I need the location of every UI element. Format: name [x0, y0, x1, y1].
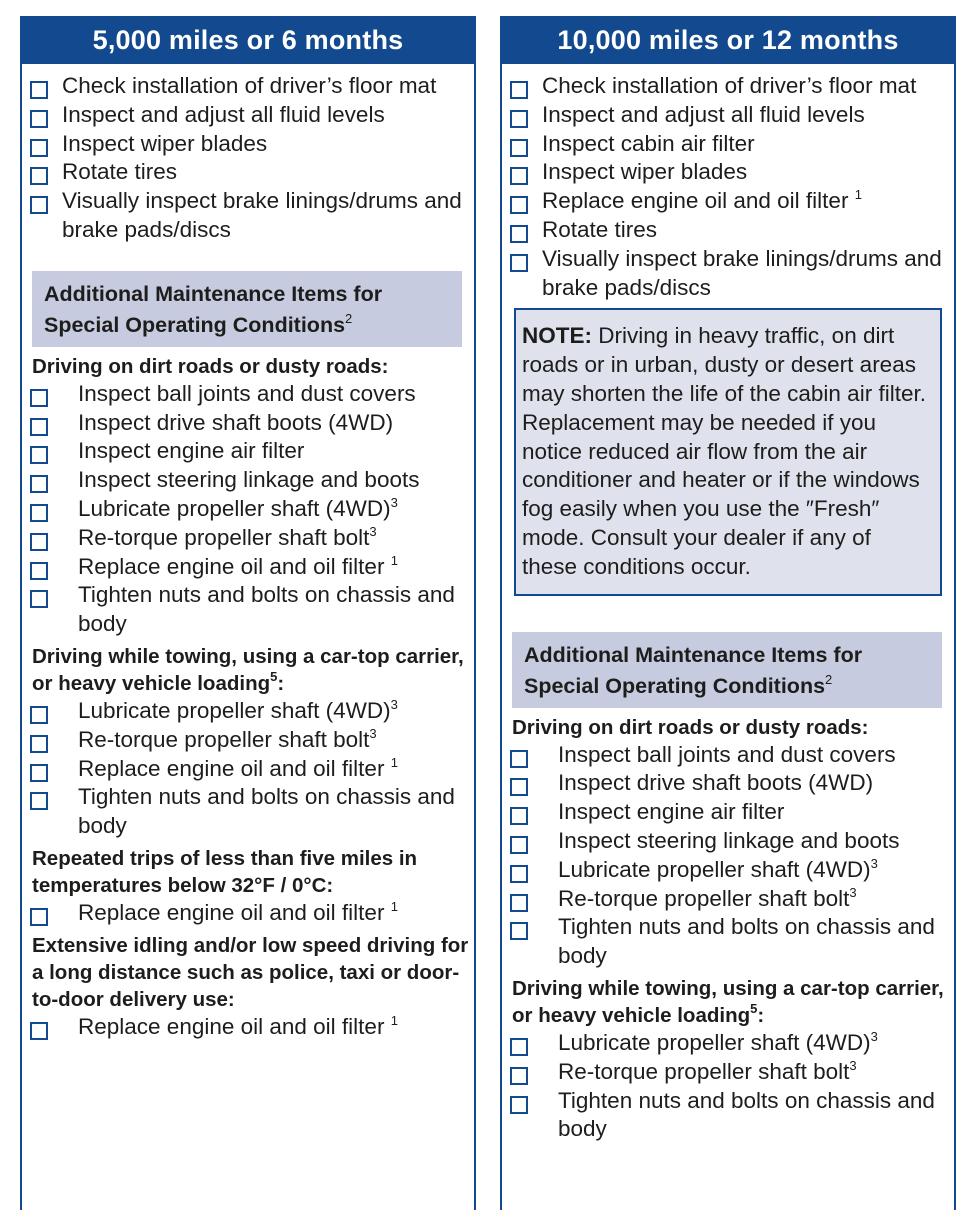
checkbox[interactable] [30, 533, 48, 551]
condition-heading-text: Driving on dirt roads or dusty roads: [512, 715, 869, 739]
checkbox[interactable] [30, 110, 48, 128]
footnote-ref: 3 [369, 523, 377, 539]
condition-checklist [28, 380, 474, 639]
checkbox[interactable] [510, 807, 528, 825]
checklist-item-text: Rotate tires [62, 159, 178, 185]
checkbox[interactable] [30, 196, 48, 214]
checkbox[interactable] [30, 1022, 48, 1040]
checkbox[interactable] [510, 254, 528, 272]
checklist-item-text: Replace engine oil and oil filter [78, 553, 391, 579]
cabin-filter-note [514, 308, 942, 595]
checklist-item [508, 158, 954, 187]
condition-checklist [508, 1029, 954, 1144]
condition-checklist [28, 1013, 474, 1042]
checklist-item [28, 726, 474, 755]
checklist-item [28, 524, 474, 553]
checkbox[interactable] [510, 196, 528, 214]
checklist-item-text: Visually inspect brake linings/drums and brake pads/discs [62, 188, 462, 242]
condition-heading-text: Driving while towing, using a car-top carrier, or heavy vehicle loading [32, 644, 464, 695]
checklist-item-text: Re-torque propeller shaft bolt [78, 524, 370, 550]
checkbox[interactable] [510, 865, 528, 883]
checklist-item-text: Lubricate propeller shaft (4WD) [558, 856, 871, 882]
checklist-item-text: Replace engine oil and oil filter [78, 899, 391, 925]
checklist-item-text: Inspect wiper blades [62, 130, 268, 156]
checklist-item-text: Check installation of driver’s floor mat [62, 73, 437, 98]
checkbox[interactable] [510, 139, 528, 157]
footnote-ref: 2 [345, 310, 353, 326]
checklist-item-text: Replace engine oil and oil filter [542, 188, 855, 214]
checkbox[interactable] [30, 792, 48, 810]
checkbox[interactable] [510, 836, 528, 854]
checkbox[interactable] [510, 1067, 528, 1085]
checkbox[interactable] [30, 908, 48, 926]
checklist-item-text: Inspect and adjust all fluid levels [542, 101, 865, 127]
checklist-item [508, 101, 954, 130]
checkbox[interactable] [510, 922, 528, 940]
checklist-item [28, 409, 474, 438]
condition-heading [28, 643, 474, 697]
checklist-item-text: Inspect and adjust all fluid levels [62, 101, 385, 127]
checklist-item [508, 769, 954, 798]
footnote-ref: 3 [390, 494, 398, 510]
checkbox[interactable] [510, 1096, 528, 1114]
checklist-item-text: Inspect cabin air filter [542, 130, 755, 156]
checkbox[interactable] [30, 590, 48, 608]
checklist-item-text: Tighten nuts and bolts on chassis and body [558, 1087, 935, 1142]
footnote-ref: 5 [270, 668, 278, 684]
footnote-ref: 1 [854, 187, 862, 203]
footnote-ref: 3 [390, 696, 398, 712]
maintenance-checklist [508, 72, 954, 302]
footnote-ref: 1 [390, 552, 398, 568]
special-conditions-title-text: Additional Maintenance Items for Special Operating Conditions [44, 281, 383, 337]
checklist-item [28, 437, 474, 466]
checklist-item-text: Replace engine oil and oil filter [78, 755, 391, 781]
checklist-item [508, 741, 954, 770]
footnote-ref: 3 [870, 1028, 878, 1044]
checklist-item-text: Inspect ball joints and dust covers [558, 741, 896, 767]
checklist-item [508, 1087, 954, 1145]
condition-heading [28, 845, 474, 899]
checkbox[interactable] [30, 735, 48, 753]
checkbox[interactable] [30, 764, 48, 782]
checklist-item [508, 245, 954, 303]
checklist-item-text: Check installation of driver’s floor mat [542, 73, 917, 98]
checklist-item-text: Rotate tires [542, 216, 658, 242]
footnote-ref: 3 [849, 884, 857, 900]
footnote-ref: 2 [825, 671, 833, 687]
footnote-ref: 3 [369, 725, 377, 741]
checklist-item-text: Inspect steering linkage and boots [78, 467, 420, 493]
checklist-item [508, 216, 954, 245]
special-conditions-title [512, 632, 942, 708]
checklist-item-text: Lubricate propeller shaft (4WD) [78, 495, 391, 521]
checklist-item [28, 553, 474, 582]
checklist-item [28, 101, 474, 130]
checkbox[interactable] [510, 778, 528, 796]
checklist-item-text: Tighten nuts and bolts on chassis and body [78, 582, 455, 637]
checkbox[interactable] [30, 418, 48, 436]
checkbox[interactable] [30, 562, 48, 580]
checklist-item [508, 856, 954, 885]
condition-checklist [28, 697, 474, 841]
checklist-item [28, 130, 474, 159]
special-conditions-groups [28, 353, 474, 1042]
condition-heading-text: Driving on dirt roads or dusty roads: [32, 354, 389, 378]
note-label: NOTE: [522, 323, 592, 349]
checklist-item-text: Re-torque propeller shaft bolt [558, 885, 850, 911]
checkbox[interactable] [30, 504, 48, 522]
right-column-10000-miles [500, 16, 956, 1210]
checklist-item [28, 187, 474, 245]
checklist-item-text: Inspect steering linkage and boots [558, 827, 900, 853]
checkbox[interactable] [30, 706, 48, 724]
checklist-item-text: Inspect engine air filter [558, 799, 785, 825]
column-header: 10,000 miles or 12 months [502, 16, 954, 64]
footnote-ref: 1 [390, 898, 398, 914]
special-conditions-title-text: Additional Maintenance Items for Special Operating Conditions [524, 642, 863, 698]
heading-colon: : [757, 1003, 765, 1027]
checklist-item [28, 495, 474, 524]
checkbox[interactable] [30, 167, 48, 185]
checklist-item [28, 783, 474, 841]
checklist-item [508, 72, 954, 101]
checklist-item-text: Inspect drive shaft boots (4WD) [78, 409, 394, 435]
checklist-item [508, 885, 954, 914]
condition-heading-text: Repeated trips of less than five miles in temperatures below 32°F / 0°C: [32, 846, 418, 897]
checkbox[interactable] [510, 167, 528, 185]
condition-checklist [28, 899, 474, 928]
footnote-ref: 1 [390, 1012, 398, 1028]
checklist-item-text: Re-torque propeller shaft bolt [558, 1058, 850, 1084]
checklist-item-text: Inspect ball joints and dust covers [78, 380, 416, 406]
checklist-item-text: Inspect drive shaft boots (4WD) [558, 770, 874, 796]
checklist-item-text: Lubricate propeller shaft (4WD) [78, 697, 391, 723]
special-conditions-groups [508, 714, 954, 1145]
condition-heading [508, 975, 954, 1029]
checklist-item [28, 697, 474, 726]
checklist-item [28, 755, 474, 784]
checklist-item [508, 1029, 954, 1058]
checklist-item [28, 158, 474, 187]
checklist-item [508, 827, 954, 856]
checkbox[interactable] [30, 389, 48, 407]
checklist-item-text: Inspect wiper blades [542, 159, 748, 185]
checklist-item [28, 899, 474, 928]
column-header: 5,000 miles or 6 months [22, 16, 474, 64]
footnote-ref: 1 [390, 754, 398, 770]
condition-heading-text: Driving while towing, using a car-top carrier, or heavy vehicle loading [512, 976, 944, 1027]
checkbox[interactable] [30, 81, 48, 99]
checklist-item-text: Tighten nuts and bolts on chassis and body [78, 784, 455, 839]
checkbox[interactable] [510, 894, 528, 912]
checklist-item-text: Lubricate propeller shaft (4WD) [558, 1029, 871, 1055]
checklist-item [508, 187, 954, 216]
checklist-item [28, 466, 474, 495]
checklist-item-text: Replace engine oil and oil filter [78, 1013, 391, 1039]
checklist-item-text: Re-torque propeller shaft bolt [78, 726, 370, 752]
checklist-item [28, 72, 474, 101]
footnote-ref: 3 [849, 1057, 857, 1073]
checklist-item [28, 581, 474, 639]
condition-checklist [508, 741, 954, 971]
footnote-ref: 3 [870, 855, 878, 871]
checklist-item-text: Inspect engine air filter [78, 438, 305, 464]
checklist-item [508, 130, 954, 159]
checkbox[interactable] [30, 446, 48, 464]
checklist-item [28, 380, 474, 409]
checkbox[interactable] [510, 81, 528, 99]
left-column-5000-miles [20, 16, 476, 1210]
heading-colon: : [277, 671, 285, 695]
condition-heading [28, 353, 474, 380]
checklist-item [508, 913, 954, 971]
checklist-item [508, 798, 954, 827]
condition-heading [28, 932, 474, 1013]
checklist-item-text: Visually inspect brake linings/drums and brake pads/discs [542, 245, 942, 300]
checkbox[interactable] [510, 1038, 528, 1056]
maintenance-checklist [28, 72, 474, 245]
checkbox[interactable] [30, 139, 48, 157]
condition-heading [508, 714, 954, 741]
checkbox[interactable] [510, 750, 528, 768]
footnote-ref: 5 [750, 1000, 758, 1016]
special-conditions-title [32, 271, 462, 347]
checkbox[interactable] [30, 475, 48, 493]
note-text: Driving in heavy traffic, on dirt roads or in urban, dusty or desert areas may shorten the life of the cabin air filter. Replacement may be needed if you notice reduced air flow from the air conditioner and heater or if the windows fog easily when you use the ″Fresh″ mode. Consult your dealer if any of these conditions occur. [522, 323, 926, 579]
condition-heading-text: Extensive idling and/or low speed driving for a long distance such as police, taxi or door-to-door delivery use: [32, 933, 469, 1011]
checklist-item [28, 1013, 474, 1042]
checklist-item [508, 1058, 954, 1087]
checkbox[interactable] [510, 110, 528, 128]
checkbox[interactable] [510, 225, 528, 243]
checklist-item-text: Tighten nuts and bolts on chassis and body [558, 914, 935, 969]
